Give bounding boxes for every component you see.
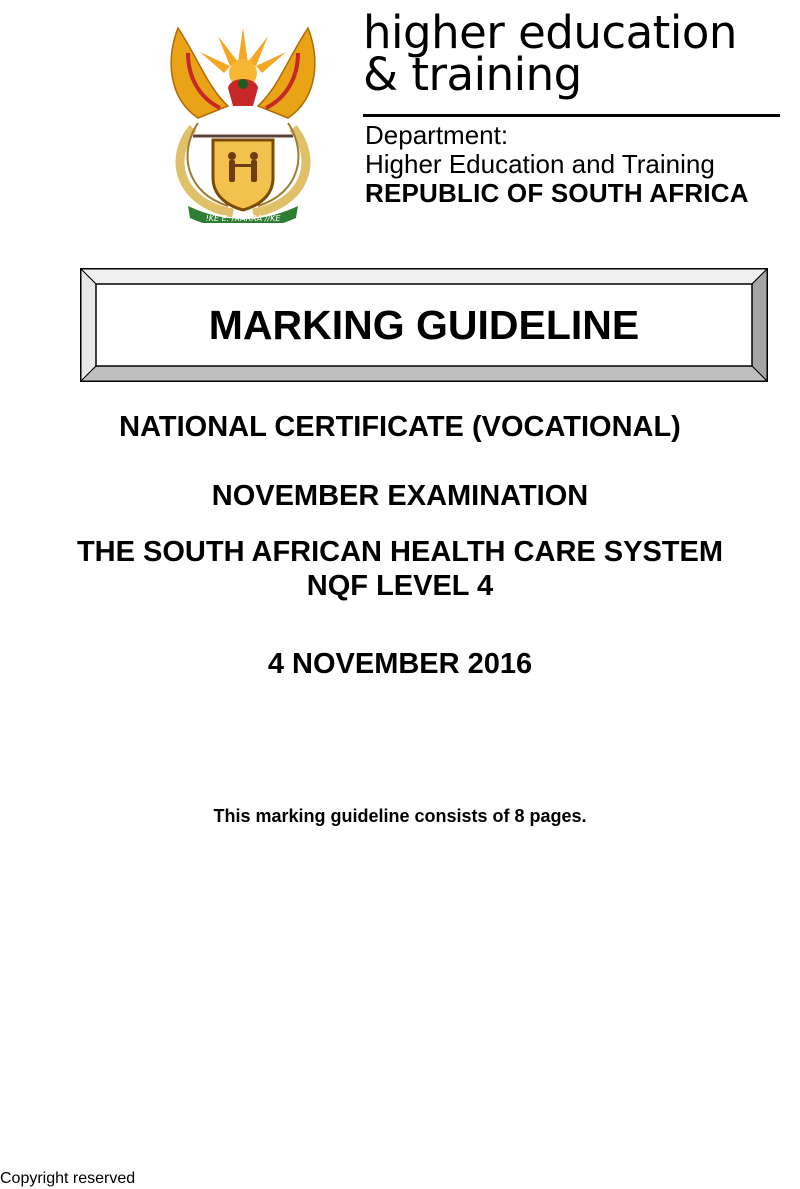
header-divider [363, 114, 780, 117]
document-title: MARKING GUIDELINE [208, 301, 640, 348]
brand-title-line1: higher education [363, 6, 737, 59]
qualification-heading: NATIONAL CERTIFICATE (VOCATIONAL) [119, 411, 681, 443]
exam-heading: NOVEMBER EXAMINATION [211, 480, 589, 512]
svg-text:!KE E: /XARRA //KE: !KE E: /XARRA //KE [205, 214, 281, 223]
brand-title [363, 6, 737, 101]
department-block [365, 121, 749, 208]
department-name: Higher Education and Training [365, 149, 715, 179]
coat-of-arms-logo [158, 18, 328, 223]
subject-heading: THE SOUTH AFRICAN HEALTH CARE SYSTEM [76, 536, 724, 568]
country-name: REPUBLIC OF SOUTH AFRICA [365, 178, 749, 208]
department-label: Department: [365, 120, 509, 150]
brand-title-line2: & training [363, 48, 582, 101]
page-count-note: This marking guideline consists of 8 pages. [213, 806, 587, 826]
level-heading: NQF LEVEL 4 [306, 570, 494, 602]
title-box [80, 268, 768, 382]
exam-date: 4 NOVEMBER 2016 [267, 648, 533, 680]
copyright-footer: Copyright reserved [0, 1170, 136, 1187]
